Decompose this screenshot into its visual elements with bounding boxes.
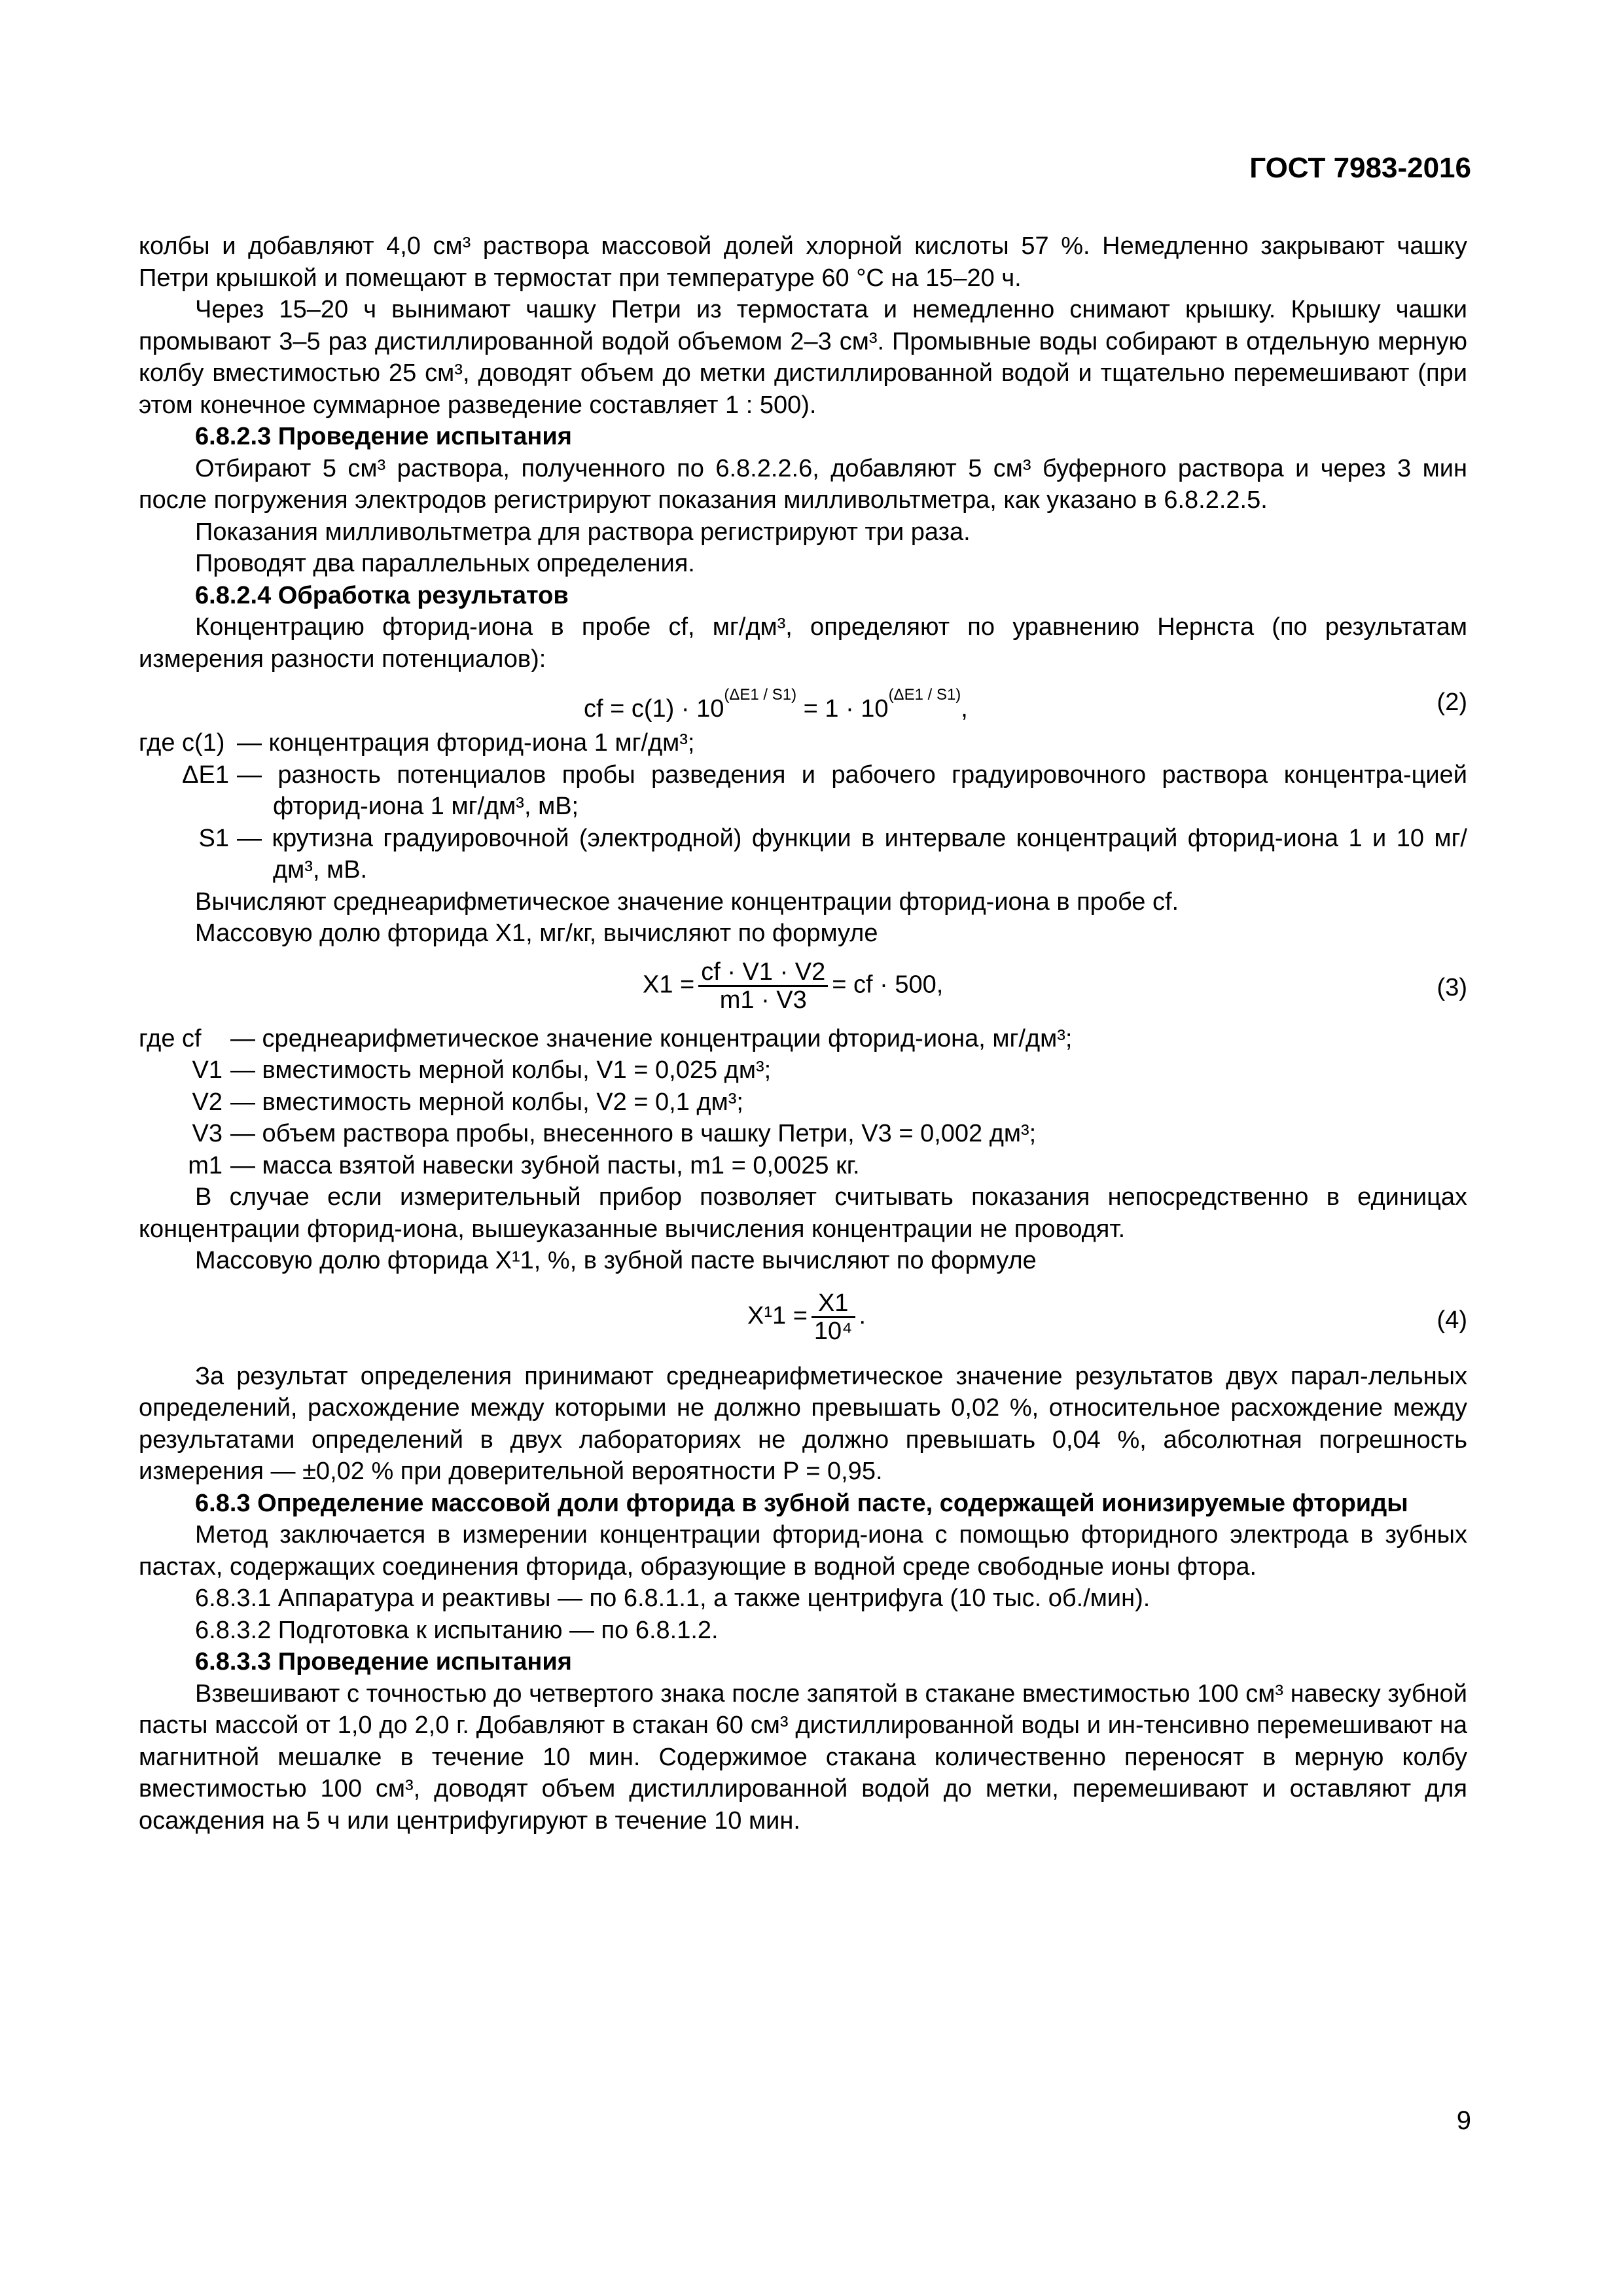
paragraph: Показания милливольтметра для раствора регистрируют три раза. (195, 518, 971, 546)
definition-text: — крутизна градуировочной (электродной) функции в интервале концентраций фторид-иона 1 и 10 мг/дм³, мВ. (237, 824, 1467, 884)
equation-3-number: (3) (1436, 973, 1467, 1001)
paragraph: В случае если измерительный прибор позволяет считывать показания непосредственно в единицах концентрации фторид-иона, вышеуказанные вычисления концентрации не проводят. (139, 1183, 1467, 1243)
page-number: 9 (1456, 2106, 1471, 2135)
document-body (139, 230, 1467, 1837)
paragraph: 6.8.3.2 Подготовка к испытанию — по 6.8.1.2. (195, 1616, 719, 1644)
section-heading-6-8-2-4: 6.8.2.4 Обработка результатов (195, 581, 569, 609)
definition-symbol: S1 (198, 824, 229, 852)
paragraph: колбы и добавляют 4,0 см³ раствора массовой долей хлорной кислоты 57 %. Немедленно закрывают чашку Петри крышкой и помещают в термостат при температуре 60 °С на 15–20 ч. (139, 232, 1467, 292)
definition-row (139, 1118, 1467, 1150)
variable-definitions-2 (139, 1023, 1467, 1182)
paragraph: Через 15–20 ч вынимают чашку Петри из термостата и немедленно снимают крышку. Крышку чашки промывают 3–5 раз дистиллированной водой объемом 2–3 см³. Промывные воды собирают в отдельную мерную колбу вместимостью 25 см³, доводят объем до метки дистиллированной водой и тщательно перемешивают (при этом конечное суммарное разведение составляет 1 : 500). (139, 296, 1467, 419)
equation-2-formula (584, 686, 968, 728)
equation-2-exponent: (ΔE1 / S1) (724, 686, 797, 704)
definition-row (139, 1086, 1467, 1119)
definition-row (139, 1150, 1467, 1182)
variable-definitions-1 (139, 727, 1467, 886)
equation-2 (139, 681, 1467, 723)
paragraph: За результат определения принимают среднеарифметическое значение результатов двух парал-лельных определений, расхождение между которыми не должно превышать 0,02 %, относительное расхождение между результатами определений в двух лабораториях не должно превышать 0,04 %, абсолютная погрешность измерения — ±0,02 % при доверительной вероятности P = 0,95. (139, 1362, 1467, 1485)
equation-4-denominator: 10⁴ (813, 1317, 853, 1345)
definition-text: — среднеарифметическое значение концентрации фторид-иона, мг/дм³; (230, 1024, 1073, 1052)
equation-3-fraction (698, 959, 828, 1013)
equation-4-numerator: X1 (812, 1290, 855, 1318)
definition-text: — объем раствора пробы, внесенного в чашку Петри, V3 = 0,002 дм³; (230, 1120, 1037, 1147)
definition-row (139, 823, 1467, 886)
definition-symbol: V2 (192, 1088, 223, 1116)
equation-2-tail: , (961, 695, 968, 723)
equation-3 (139, 956, 1467, 1019)
paragraph: Вычисляют среднеарифметическое значение концентрации фторид-иона в пробе cf. (195, 888, 1179, 916)
equation-2-number: (2) (1436, 689, 1467, 716)
equation-4 (139, 1283, 1467, 1355)
definition-symbol: m1 (188, 1151, 223, 1179)
definition-symbol: где cf (139, 1024, 202, 1052)
definition-row (139, 727, 1467, 759)
paragraph: Массовую долю фторида X1, мг/кг, вычисляют по формуле (195, 920, 878, 947)
definition-text: — масса взятой навески зубной пасты, m1 = 0,0025 кг. (230, 1151, 860, 1179)
equation-2-lhs: cf = c(1) · 10 (584, 695, 724, 723)
equation-4-fraction (812, 1290, 855, 1344)
equation-2-exponent-2: (ΔE1 / S1) (888, 686, 961, 704)
section-heading-6-8-3-3: 6.8.3.3 Проведение испытания (195, 1648, 572, 1676)
paragraph: Массовую долю фторида X¹1, %, в зубной пасте вычисляют по формуле (195, 1247, 1037, 1274)
equation-3-rhs: = cf · 500, (832, 971, 944, 999)
equation-3-numerator: cf · V1 · V2 (698, 959, 828, 987)
definition-row (139, 759, 1467, 823)
equation-3-denominator: m1 · V3 (719, 986, 807, 1014)
paragraph: Метод заключается в измерении концентрации фторид-иона с помощью фторидного электрода в зубных пастах, содержащих соединения фторида, образующие в водной среде свободные ионы фтора. (139, 1521, 1467, 1581)
section-heading-6-8-2-3: 6.8.2.3 Проведение испытания (195, 423, 572, 450)
paragraph: Проводят два параллельных определения. (195, 550, 695, 577)
equation-2-mid: = 1 · 10 (796, 695, 889, 723)
equation-3-formula (643, 959, 943, 1013)
definition-text: — концентрация фторид-иона 1 мг/дм³; (237, 729, 695, 757)
definition-symbol: где c(1) (139, 729, 225, 757)
equation-3-lhs: X1 = (643, 971, 695, 999)
definition-text: — вместимость мерной колбы, V1 = 0,025 дм³; (230, 1056, 772, 1084)
definition-symbol: V3 (192, 1120, 223, 1147)
paragraph: Концентрацию фторид-иона в пробе cf, мг/дм³, определяют по уравнению Нернста (по результатам измерения разности потенциалов): (139, 613, 1467, 673)
paragraph: Отбирают 5 см³ раствора, полученного по 6.8.2.2.6, добавляют 5 см³ буферного раствора и через 3 мин после погружения электродов регистрируют показания милливольтметра, как указано в 6.8.2.2.5. (139, 454, 1467, 514)
equation-4-formula (747, 1290, 866, 1344)
definition-symbol: ΔE1 (182, 761, 229, 789)
definition-text: — вместимость мерной колбы, V2 = 0,1 дм³; (230, 1088, 743, 1116)
standard-designation: ГОСТ 7983-2016 (1249, 152, 1471, 184)
equation-4-tail: . (859, 1302, 866, 1330)
equation-4-lhs: X¹1 = (747, 1302, 808, 1330)
paragraph: 6.8.3.1 Аппаратура и реактивы — по 6.8.1.1, а также центрифуга (10 тыс. об./мин). (195, 1585, 1150, 1612)
paragraph: Взвешивают с точностью до четвертого знака после запятой в стакане вместимостью 100 см³ навеску зубной пасты массой от 1,0 до 2,0 г. Добавляют в стакан 60 см³ дистиллированной воды и ин-тенсивно перемешивают на магнитной мешалке в течение 10 мин. Содержимое стакана количественно переносят в мерную колбу вместимостью 100 см³, доводят объем дистиллированной водой до метки, перемешивают и оставляют для осаждения на 5 ч или центрифугируют в течение 10 мин. (139, 1679, 1467, 1835)
equation-4-number: (4) (1436, 1306, 1467, 1334)
section-heading-6-8-3: 6.8.3 Определение массовой доли фторида в зубной пасте, содержащей ионизируемые фториды (195, 1489, 1408, 1517)
definition-text: — разность потенциалов пробы разведения и рабочего градуировочного раствора концентра-цией фторид-иона 1 мг/дм³, мВ; (237, 761, 1467, 820)
definition-row (139, 1054, 1467, 1086)
definition-row (139, 1023, 1467, 1055)
definition-symbol: V1 (192, 1056, 223, 1084)
